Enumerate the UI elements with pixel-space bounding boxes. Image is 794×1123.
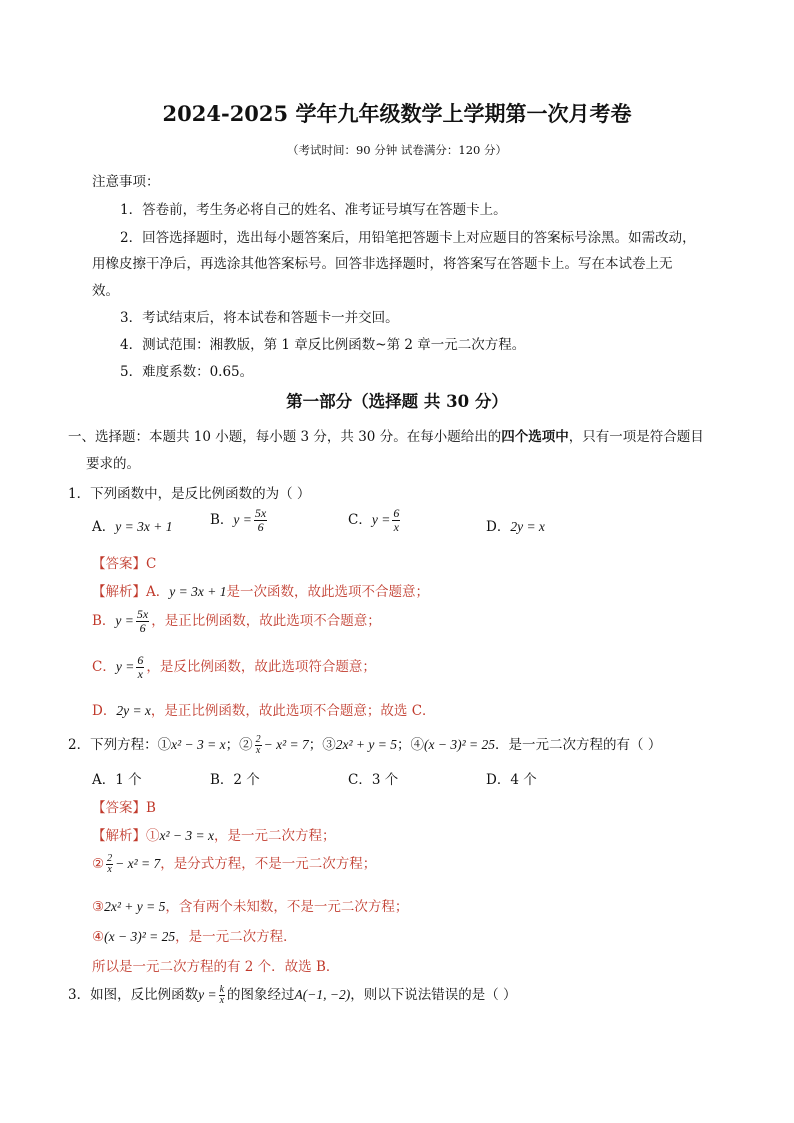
q1-option-a: A．y = 3x + 1	[92, 519, 173, 535]
section-heading: 第一部分（选择题 共 30 分）	[286, 392, 508, 411]
q1-explanation-d: D．2y = x，是正比例函数，故此选项不合题意；故选 C．	[92, 703, 436, 719]
question-3-stem: 3．如图，反比例函数y = $\frac{k}{x}$ 的图象经过A(−1, −2)，则以下说法错误的是（ ）	[68, 984, 517, 1006]
q1-option-d: D．2y = x	[486, 519, 545, 535]
q2-explanation-2: ② $\frac{2}{x}$ − x² = 7，是分式方程，不是一元二次方程；	[92, 853, 377, 875]
q2-option-d: D．4 个	[486, 772, 537, 788]
q2-explanation-3: ③2x² + y = 5，含有两个未知数，不是一元二次方程；	[92, 899, 409, 915]
q2-explanation-4: ④(x − 3)² = 25，是一元二次方程．	[92, 929, 297, 945]
q1-option-b: B．y = $\frac{5x}{6}$	[210, 506, 267, 534]
q1-answer: 【答案】C	[92, 556, 157, 572]
page-title: 2024-2025 学年九年级数学上学期第一次月考卷	[162, 101, 632, 126]
question-2-stem: 2．下列方程：①x² − 3 = x；② $\frac{2}{x}$ − x² = 7；③2x² + y = 5；④(x − 3)² = 25．是一元二次方程的有（ ）	[68, 734, 662, 756]
section-intro-cont: 要求的。	[86, 456, 140, 472]
q2-option-b: B．2 个	[210, 772, 260, 788]
exam-info: （考试时间：90 分钟 试卷满分：120 分）	[286, 143, 508, 157]
notice-item-5: 5．难度系数：0.65。	[120, 364, 254, 380]
q2-option-c: C．3 个	[348, 772, 399, 788]
notice-item-2-cont: 用橡皮擦干净后，再选涂其他答案标号。回答非选择题时，将答案写在答题卡上。写在本试卷上无	[92, 256, 673, 272]
notice-item-4: 4．测试范围：湘教版，第 1 章反比例函数~第 2 章一元二次方程。	[120, 337, 526, 353]
section-intro: 一、选择题：本题共 10 小题，每小题 3 分，共 30 分。在每小题给出的四个选项中，只有一项是符合题目	[68, 429, 704, 445]
notice-item-2-end: 效。	[92, 283, 119, 299]
q2-answer: 【答案】B	[92, 800, 156, 816]
q1-explanation-a: 【解析】A．y = 3x + 1是一次函数，故此选项不合题意；	[92, 584, 429, 600]
q2-conclusion: 所以是一元二次方程的有 2 个．故选 B．	[92, 959, 340, 975]
q1-explanation-c: C．y = $\frac{6}{x}$ ，是反比例函数，故此选项符合题意；	[92, 653, 376, 681]
notice-item-2: 2．回答选择题时，选出每小题答案后，用铅笔把答题卡上对应题目的答案标号涂黑。如需改动，	[120, 230, 696, 246]
q1-option-c: C．y = $\frac{6}{x}$	[348, 506, 400, 534]
q2-option-a: A．1 个	[92, 772, 142, 788]
question-1-stem: 1．下列函数中，是反比例函数的为（ ）	[68, 486, 311, 502]
q2-explanation-1: 【解析】①x² − 3 = x，是一元二次方程；	[92, 828, 336, 844]
q1-explanation-b: B．y = $\frac{5x}{6}$ ，是正比例函数，故此选项不合题意；	[92, 607, 381, 635]
notice-heading: 注意事项：	[92, 174, 160, 190]
notice-item-3: 3．考试结束后，将本试卷和答题卡一并交回。	[120, 310, 399, 326]
notice-item-1: 1．答卷前，考生务必将自己的姓名、准考证号填写在答题卡上。	[120, 202, 507, 218]
